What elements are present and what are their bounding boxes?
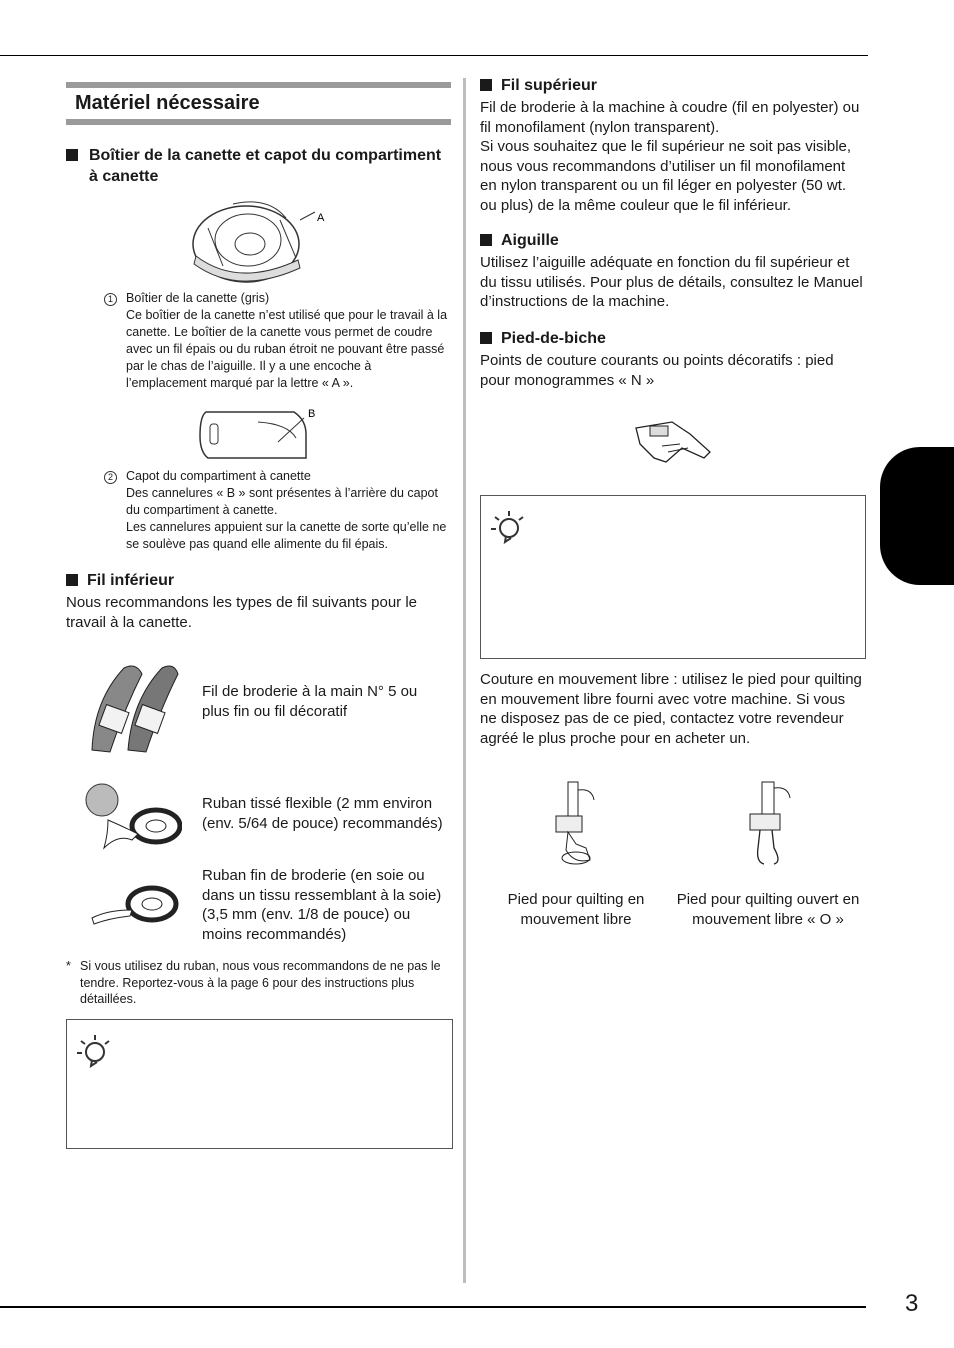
page-number: 3 bbox=[905, 1290, 919, 1317]
item1-text: Ce boîtier de la canette n’est utilisé que pour le travail à la canette. Le boîtier de la canette vous permet de coudre avec un fil épais ou du ruban étroit ne pouvant être passé par le chas de l’aiguille. Il y a une encoche à l’emplacement marqué par la lettre « A ». bbox=[126, 308, 448, 390]
column-divider bbox=[463, 78, 466, 1283]
thread-option-2: Ruban tissé flexible (2 mm environ (env. 5/64 de pouce) recommandés) bbox=[202, 795, 443, 832]
embroidery-floss-illustration bbox=[84, 660, 182, 754]
item-number-1: 1 bbox=[104, 293, 117, 306]
silk-ribbon-illustration bbox=[88, 880, 180, 930]
bottom-rule bbox=[0, 1306, 866, 1308]
woven-ribbon-illustration bbox=[82, 782, 182, 854]
heading-bobbin-case: Boîtier de la canette et capot du compartiment à canette bbox=[66, 145, 451, 187]
thread-option-1: Fil de broderie à la main N° 5 ou plus fin ou fil décoratif bbox=[202, 683, 418, 720]
bobbin-case-description bbox=[126, 290, 451, 392]
section-title: Matériel nécessaire bbox=[75, 92, 260, 114]
item2-title: Capot du compartiment à canette bbox=[126, 469, 311, 483]
upper-thread-text-2: Si vous souhaitez que le fil supérieur ne soit pas visible, nous vous recommandons d’utiliser un fil monofilament en nylon transparent ou un fil léger en polyester (50 wt. ou plus) de la même couleur que le fil inférieur. bbox=[480, 138, 852, 214]
footnote-mark: * bbox=[66, 959, 71, 973]
bobbin-cover-illustration bbox=[198, 402, 322, 464]
note-box-right bbox=[480, 495, 866, 659]
free-motion-text: Couture en mouvement libre : utilisez le pied pour quilting en mouvement libre fourni avec votre machine. Si vous ne disposez pas de ce pied, contactez votre revendeur agréé le plus proche pour en acheter un. bbox=[480, 671, 862, 747]
footnote-text: Si vous utilisez du ruban, nous vous recommandons de ne pas le tendre. Reportez-vous à la page 6 pour des instructions plus détaillées. bbox=[80, 959, 441, 1006]
item2-text1: Des cannelures « B » sont présentes à l’arrière du capot du compartiment à canette. bbox=[126, 486, 438, 517]
monogram-foot-illustration bbox=[632, 418, 714, 470]
heading-presser-foot: Pied-de-biche bbox=[480, 328, 606, 349]
item2-text2: Les cannelures appuient sur la canette de sorte qu’elle ne se soulève pas quand elle alimente du fil épais. bbox=[126, 520, 447, 551]
fig-label-b: B bbox=[308, 408, 316, 420]
upper-thread-text-1: Fil de broderie à la machine à coudre (fil en polyester) ou fil monofilament (nylon transparent). bbox=[480, 99, 860, 136]
heading-upper-thread: Fil supérieur bbox=[480, 75, 597, 96]
heading-needle: Aiguille bbox=[480, 230, 559, 251]
item-number-2: 2 bbox=[104, 471, 117, 484]
bobbin-case-illustration bbox=[188, 198, 338, 290]
chapter-side-tab bbox=[880, 447, 954, 585]
caption-free-motion-foot: Pied pour quilting en mouvement libre bbox=[507, 891, 645, 928]
note-box-left bbox=[66, 1019, 453, 1149]
lightbulb-note-icon bbox=[75, 1032, 111, 1068]
top-rule bbox=[0, 55, 868, 56]
lightbulb-note-icon bbox=[489, 508, 525, 544]
presser-foot-text: Points de couture courants ou points décoratifs : pied pour monogrammes « N » bbox=[480, 352, 834, 389]
free-motion-quilting-foot-illustration bbox=[546, 778, 602, 870]
bobbin-cover-description bbox=[126, 468, 451, 553]
open-toe-quilting-foot-illustration bbox=[742, 778, 798, 870]
upper-thread-text bbox=[480, 98, 865, 215]
caption-open-toe-foot: Pied pour quilting ouvert en mouvement libre « O » bbox=[676, 891, 860, 928]
needle-text: Utilisez l’aiguille adéquate en fonction du fil supérieur et du tissu utilisés. Pour plus de détails, consultez le Manuel d’instructions de la machine. bbox=[480, 254, 863, 310]
section-header bbox=[66, 82, 451, 126]
item1-title: Boîtier de la canette (gris) bbox=[126, 291, 270, 305]
lower-thread-intro: Nous recommandons les types de fil suivants pour le travail à la canette. bbox=[66, 594, 418, 631]
fig-label-a: A bbox=[317, 212, 325, 224]
thread-option-3: Ruban fin de broderie (en soie ou dans un tissu ressemblant à la soie) (3,5 mm (env. 1/8 de pouce) ou moins recommandés) bbox=[202, 867, 442, 943]
heading-lower-thread: Fil inférieur bbox=[66, 570, 174, 591]
